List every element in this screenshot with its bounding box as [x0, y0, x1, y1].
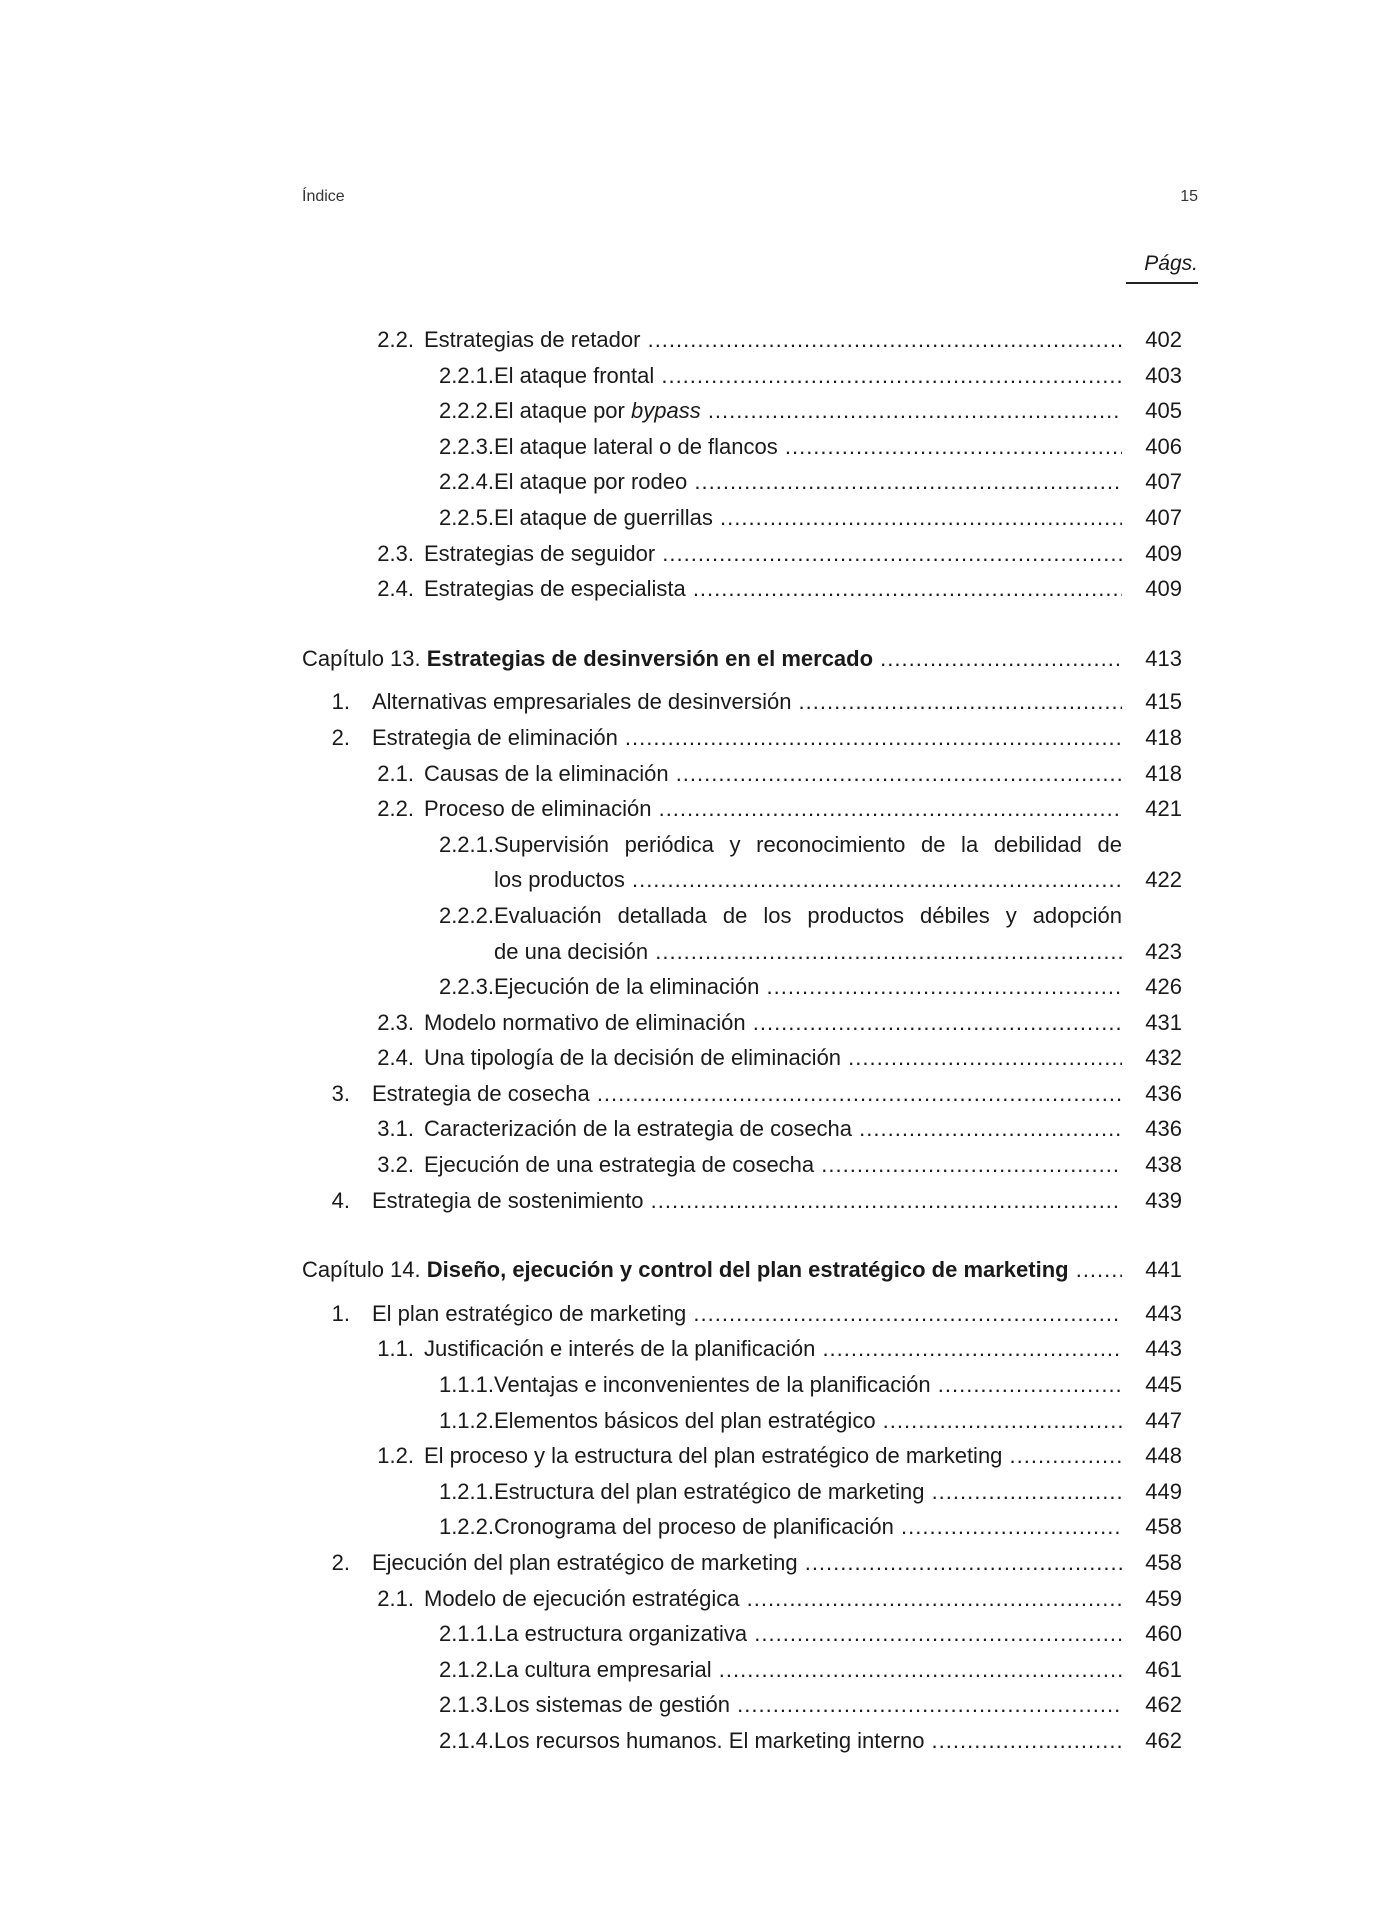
toc-page-number: 407 — [1145, 504, 1182, 530]
toc-entry-number: 2.4. — [377, 1045, 414, 1071]
toc-entry-number: 2. — [331, 1550, 350, 1575]
toc-entry-number: 1. — [331, 1300, 350, 1326]
toc-entry-row — [302, 1616, 1182, 1652]
section-gap — [302, 676, 1182, 684]
toc-entry-number: 2.2.5. — [438, 504, 494, 530]
toc-page-number: 406 — [1145, 433, 1182, 459]
toc-page-number: 439 — [1145, 1187, 1182, 1213]
toc-entry-text: Ejecución del plan estratégico de marketing ..... — [372, 1545, 1122, 1581]
running-head-title: Índice — [302, 188, 345, 205]
chapter-title — [302, 1252, 1122, 1288]
toc-entry-row — [302, 571, 1182, 607]
toc-entry-number: 1.1.2. — [438, 1407, 494, 1433]
toc-entry-row — [302, 1005, 1182, 1041]
section-gap — [302, 1288, 1182, 1296]
toc-entry-row — [302, 322, 1182, 358]
toc-page-number: 447 — [1145, 1407, 1182, 1433]
toc-entry-text: El ataque lateral o de flancos ..... — [494, 429, 1122, 465]
toc-entry-row — [302, 1076, 1182, 1112]
toc-entry-text: Ejecución de una estrategia de cosecha ..... — [424, 1147, 1122, 1183]
toc-entry-row — [302, 1403, 1182, 1439]
chapter-prefix: Capítulo 13. — [302, 645, 427, 671]
toc-page-number: 441 — [1145, 1257, 1182, 1283]
toc-entry-text: Proceso de eliminación ..... — [424, 791, 1122, 827]
section-gap — [302, 607, 1182, 641]
toc-entry-row — [302, 1509, 1182, 1545]
toc-page-number: 426 — [1145, 974, 1182, 1000]
toc-page-number: 436 — [1145, 1116, 1182, 1142]
toc-page-number: 409 — [1145, 540, 1182, 566]
toc-entry-number: 2.2.3. — [438, 433, 494, 459]
toc-chapter-row — [302, 1252, 1182, 1288]
toc-page-number: 422 — [1145, 867, 1182, 893]
toc-entry-text: La estructura organizativa ..... — [494, 1616, 1122, 1652]
toc-page-number: 460 — [1145, 1621, 1182, 1647]
toc-page-number: 443 — [1145, 1300, 1182, 1326]
toc-entry-text: El ataque frontal ..... — [494, 358, 1122, 394]
toc-entry-text: Ejecución de la eliminación ..... — [494, 969, 1122, 1005]
toc-entry-number: 1.1. — [377, 1336, 414, 1362]
running-head — [302, 188, 1198, 210]
toc-entry-row — [302, 1147, 1182, 1183]
chapter-name: Estrategias de desinversión en el mercado — [426, 645, 874, 671]
toc-entry-number: 2.2.4. — [438, 469, 494, 495]
toc-entry-italic: bypass — [630, 398, 701, 424]
toc-entry-row — [302, 969, 1182, 1005]
toc-entry-text: Los sistemas de gestión ..... — [494, 1687, 1122, 1723]
toc-entry-number: 2.1. — [377, 1585, 414, 1611]
toc-page-number: 458 — [1145, 1514, 1182, 1540]
toc-entry-number: 2.2.2. — [438, 398, 494, 424]
toc-entry-number: 4. — [331, 1187, 350, 1213]
toc-entry-text: Caracterización de la estrategia de cosecha ..... — [424, 1111, 1122, 1147]
toc-entry-row — [302, 1438, 1182, 1474]
toc-entry-number: 2.1.3. — [438, 1692, 494, 1718]
toc-entry-text: Estructura del plan estratégico de marketing ..... — [494, 1474, 1122, 1510]
toc-entry-number: 3.2. — [377, 1152, 414, 1178]
toc-entry-text-continuation: de una decisión ..... — [494, 934, 1122, 970]
toc-entry-number: 2.2. — [377, 796, 414, 822]
toc-entry-row — [302, 358, 1182, 394]
toc-entry-row — [302, 1652, 1182, 1688]
toc-page-number: 403 — [1145, 362, 1182, 388]
toc-entry-row — [302, 1183, 1182, 1219]
toc-entry-row — [302, 1296, 1182, 1332]
toc-entry-number: 2.2.1. — [438, 362, 494, 388]
toc-entry-text: Evaluación detallada de los productos débiles y adopción — [494, 902, 1122, 928]
toc-page-number: 459 — [1145, 1585, 1182, 1611]
toc-page-number: 436 — [1145, 1080, 1182, 1106]
toc-entry-number: 2.2.2. — [438, 902, 494, 928]
toc-page-number: 449 — [1145, 1478, 1182, 1504]
toc-page-number: 418 — [1145, 724, 1182, 750]
toc-entry-text: Estrategias de seguidor ..... — [424, 536, 1122, 572]
toc-entry-text: Supervisión periódica y reconocimiento de la debilidad de — [494, 831, 1122, 857]
toc-entry-text: El ataque por bypass ..... — [494, 393, 1122, 429]
toc-entry-number: 3. — [331, 1080, 350, 1106]
toc-entry-number: 2. — [331, 724, 350, 750]
chapter-name: Diseño, ejecución y control del plan estratégico de marketing — [426, 1257, 1069, 1283]
toc-entry-number: 2.2.1. — [438, 831, 494, 857]
toc-page-number: 445 — [1145, 1372, 1182, 1398]
toc-entry-text: Modelo de ejecución estratégica ..... — [424, 1581, 1122, 1617]
toc-entry-number: 3.1. — [377, 1116, 414, 1142]
toc-page-number: 431 — [1145, 1009, 1182, 1035]
toc-page-number: 438 — [1145, 1152, 1182, 1178]
pages-column-header: Págs. — [1126, 252, 1198, 284]
toc-page-number: 448 — [1145, 1443, 1182, 1469]
toc-entry-text: Estrategia de sostenimiento ..... — [372, 1183, 1122, 1219]
toc-entry-text: Ventajas e inconvenientes de la planificación ..... — [494, 1367, 1122, 1403]
toc-page-number: 402 — [1145, 327, 1182, 352]
toc-entry-text: El ataque por rodeo ..... — [494, 464, 1122, 500]
toc-entry-number: 2.1.1. — [438, 1621, 494, 1647]
toc-page-number: 421 — [1145, 796, 1182, 822]
toc-entry-text: Causas de la eliminación ..... — [424, 756, 1122, 792]
toc-entry-number: 2.1. — [377, 760, 414, 786]
toc-entry-text: Elementos básicos del plan estratégico ..... — [494, 1403, 1122, 1439]
toc-entry-number: 2.2.3. — [438, 974, 494, 1000]
toc-page-number: 409 — [1145, 576, 1182, 602]
toc-page-number: 407 — [1145, 469, 1182, 495]
toc-entry-row — [302, 791, 1182, 827]
toc-entry-text: Una tipología de la decisión de eliminación ..... — [424, 1040, 1122, 1076]
toc-entry-text: Estrategias de especialista ..... — [424, 571, 1122, 607]
toc-page-number: 423 — [1145, 938, 1182, 964]
toc-entry-row — [302, 500, 1182, 536]
toc-page-number: 413 — [1145, 645, 1182, 671]
toc-entry-number: 1.2.2. — [438, 1514, 494, 1540]
page-number: 15 — [1180, 188, 1198, 205]
toc-entry-row — [302, 827, 1182, 863]
toc-entry-number: 1.2.1. — [438, 1478, 494, 1504]
toc-entry-number: 2.1.4. — [438, 1727, 494, 1753]
toc-entry-row — [302, 1581, 1182, 1617]
toc-entry-text: Estrategia de cosecha ..... — [372, 1076, 1122, 1112]
table-of-contents — [302, 322, 1182, 1759]
toc-entry-number: 2.1.2. — [438, 1656, 494, 1682]
toc-page-number: 415 — [1145, 689, 1182, 715]
toc-page-number: 461 — [1145, 1656, 1182, 1682]
toc-page-number: 432 — [1145, 1045, 1182, 1071]
toc-entry-row — [302, 1474, 1182, 1510]
toc-entry-row — [302, 1545, 1182, 1581]
toc-entry-text: El ataque de guerrillas ..... — [494, 500, 1122, 536]
toc-entry-row — [302, 684, 1182, 720]
toc-entry-text: Cronograma del proceso de planificación ..... — [494, 1509, 1122, 1545]
toc-page-number: 462 — [1145, 1727, 1182, 1753]
toc-page-number: 418 — [1145, 760, 1182, 786]
toc-entry-text: Estrategias de retador ..... — [424, 322, 1122, 358]
toc-entry-text: El plan estratégico de marketing ..... — [372, 1296, 1122, 1332]
toc-entry-text: Estrategia de eliminación ..... — [372, 720, 1122, 756]
toc-entry-row — [302, 464, 1182, 500]
toc-entry-row — [302, 862, 1182, 898]
toc-entry-row — [302, 393, 1182, 429]
toc-entry-row — [302, 536, 1182, 572]
toc-entry-text-continuation: los productos ..... — [494, 862, 1122, 898]
toc-entry-number: 2.3. — [377, 1009, 414, 1035]
toc-entry-number: 1.2. — [377, 1443, 414, 1469]
toc-entry-text: Modelo normativo de eliminación ..... — [424, 1005, 1122, 1041]
toc-page-number: 405 — [1145, 398, 1182, 424]
toc-entry-number: 1.1.1. — [438, 1372, 494, 1398]
toc-entry-text: La cultura empresarial ..... — [494, 1652, 1122, 1688]
toc-entry-row — [302, 1367, 1182, 1403]
toc-entry-row — [302, 1331, 1182, 1367]
toc-entry-text: Alternativas empresariales de desinversión ..... — [372, 684, 1122, 720]
toc-entry-row — [302, 898, 1182, 934]
toc-entry-row — [302, 1040, 1182, 1076]
toc-entry-number: 2.4. — [377, 576, 414, 602]
toc-entry-row — [302, 934, 1182, 970]
section-gap — [302, 1218, 1182, 1252]
toc-entry-row — [302, 720, 1182, 756]
chapter-prefix: Capítulo 14. — [302, 1257, 427, 1283]
chapter-title — [302, 641, 1122, 677]
toc-page-number: 462 — [1145, 1692, 1182, 1718]
toc-entry-number: 2.2. — [377, 327, 414, 352]
toc-entry-number: 2.3. — [377, 540, 414, 566]
toc-page-number: 443 — [1145, 1336, 1182, 1362]
toc-entry-text: Justificación e interés de la planificación ..... — [424, 1331, 1122, 1367]
toc-page-number: 458 — [1145, 1550, 1182, 1575]
toc-entry-text: Los recursos humanos. El marketing interno ..... — [494, 1723, 1122, 1759]
toc-entry-row — [302, 1723, 1182, 1759]
toc-entry-row — [302, 1111, 1182, 1147]
toc-entry-row — [302, 756, 1182, 792]
toc-entry-text: El proceso y la estructura del plan estratégico de marketing ..... — [424, 1438, 1122, 1474]
toc-chapter-row — [302, 641, 1182, 677]
toc-entry-number: 1. — [331, 689, 350, 715]
toc-entry-row — [302, 1687, 1182, 1723]
toc-entry-row — [302, 429, 1182, 465]
